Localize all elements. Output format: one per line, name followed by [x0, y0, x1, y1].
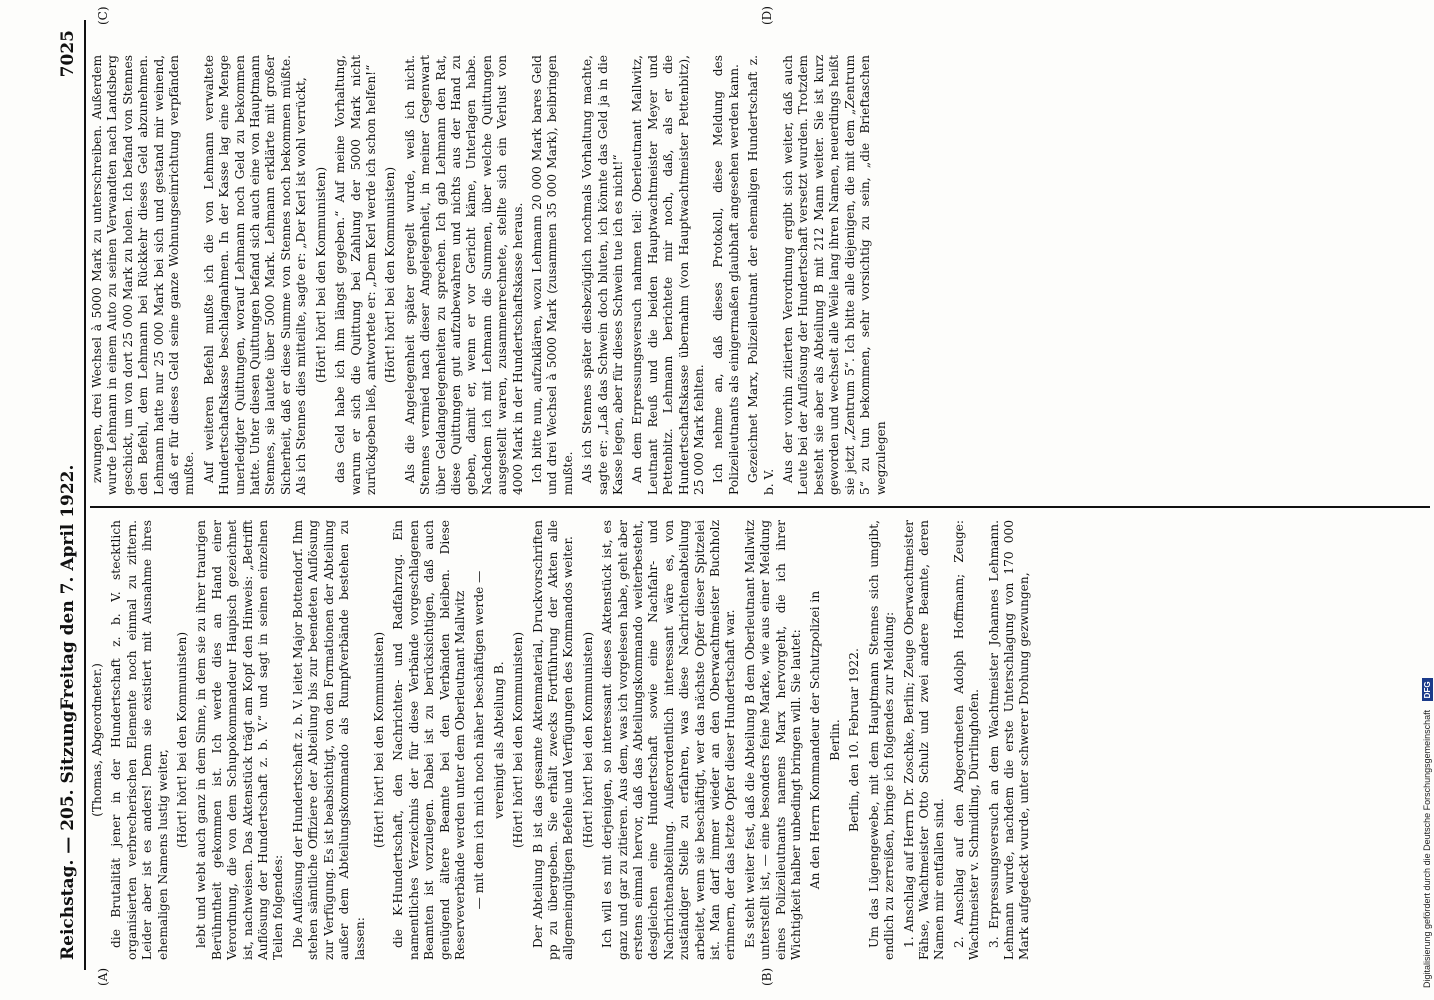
left-paragraph: Berlin, den 10. Februar 1922. — [847, 648, 862, 832]
right-paragraph: Auf weiteren Befehl mußte ich die von Lehmann verwaltete Hundertschaftskasse beschlagnahmen. In der Kasse lag eine Menge unerledigter Quittungen, worauf Lehmann noch Geld zu bekommen hatte. Unter diesen Quittungen befand sich auch eine von Hauptmann Stennes, sie lautete über 5000 Mark. Lehmann erklärte mit großer Sicherheit, daß er diese Summe von Stennes noch bekommen müßte. Als ich Stennes dies mitteilte, sagte er: „Der Kerl ist wohl verrückt, — [201, 55, 309, 495]
left-paragraph: An den Herrn Kommandeur der Schutzpolizei in — [808, 590, 823, 890]
right-column — [90, 55, 893, 495]
left-paragraph: (Hört! hört! bei den Kommunisten) — [175, 631, 190, 849]
margin-marker-c: (C) — [96, 6, 110, 25]
left-paragraph: vereinigt als Abteilung B. — [491, 661, 506, 819]
left-paragraph: lebt und webt auch ganz in dem Sinne, in dem sie zu ihrer traurigen Berühmtheit gekommen ist. Ich werde dies an Hand einer Verordnung, die von dem Schupokommandeur Haupisch gezeichnet ist, nachweisen. Das Aktenstück trägt am Kopf den Hinweis: „Betrifft Auflösung der Hundertschaft z. b. V.“ und sagt in seinen einzelnen Teilen folgendes: — [194, 520, 286, 960]
left-paragraph: die Brutalität jener in der Hundertschaft z. b. V. stecktlich organisierten verbrecherischen Elemente noch einmal zu zittern. Leider aber ist es anders! Denn sie existiert mit Ausnahme ihres ehemaligen Namens lustig weiter, — [109, 520, 170, 960]
left-paragraph: — mit dem ich mich noch näher beschäftigen werde — — [472, 570, 487, 910]
right-paragraph: zwungen, drei Wechsel à 5000 Mark zu unterschreiben. Außerdem wurde Lehmann in einem Auto zu seinen Verwandten nach Landsberg geschickt, um von dort 25 000 Mark zu holen. Ich befand von Stennes den Befehl, dem Lehmann bei Rückkehr dieses Geld abzunehmen. Lehmann hatte nur 25 000 Mark bei sich und gestand mir weinend, daß er für dieses Geld seine ganze Wohnungseinrichtung verpfänden mußte. — [90, 55, 197, 495]
margin-marker-a: (A) — [96, 967, 110, 986]
header-session: Reichstag. — 205. Sitzung. — [58, 704, 78, 960]
right-paragraph: Aus der vorhin zitierten Verordnung ergibt sich weiter, daß auch Leute bei der Auflösung der Hundertschaft versetzt wurden. Trotzdem besteht sie aber als Abteilung B mit 212 Mann weiter. Sie ist kurz geworden und wechselt alle Weile lang ihren Namen, neuerdings heißt sie jetzt „Zentrum 5“. Ich bitte alle diejenigen, die mit dem „Zentrum 5“ zu tun bekommen, sehr vorsichtig zu sein, „die Brieftaschen wegzulegen — [781, 55, 888, 495]
right-paragraph: Ich bitte nun, aufzuklären, wozu Lehmann 20 000 Mark bares Geld und drei Wechsel à 5000 Mark (zusammen 35 000 Mark), beibringen mußte. — [529, 55, 575, 495]
header-rule — [84, 20, 86, 970]
page-number: 7025 — [58, 30, 78, 78]
left-paragraph: 3. Erpressungsversuch an dem Wachtmeister Johannes Lehmann. Lehmann wurde, nachdem die erste Unterschlagung von 170 000 Mark aufgedeckt wurde, unter schwerer Drohung gezwungen, — [986, 520, 1032, 960]
margin-marker-b: (B) — [760, 967, 774, 986]
margin-marker-d: (D) — [760, 6, 774, 25]
right-paragraph: (Hört! hört! bei den Kommunisten) — [313, 166, 328, 384]
right-paragraph: Ich nehme an, daß dieses Protokoll, diese Meldung des Polizeileutnants als einigermaßen glaubhaft angesehen werden kann. — [711, 55, 741, 495]
right-paragraph: (Hört! hört! bei den Kommunisten) — [383, 166, 398, 384]
right-paragraph: Als ich Stennes später diesbezüglich nochmals Vorhaltung machte, sagte er: „Laß das Schwein doch bluten, ich könnte das Geld ja in die Kasse legen, aber für dieses Schwein tue ich es nicht!“ — [580, 55, 625, 495]
header-date: Freitag den 7. April 1922. — [58, 464, 78, 710]
left-paragraph: Ich will es mit derjenigen, so interessant dieses Aktenstück ist, es ganz und gar zu zitieren. Aus dem, was ich vorgelesen habe, geht aber erstens einmal hervor, daß das Abteilungskommando weiterbesteht, desgleichen eine Hundertschaft sowie eine Nachfahr- und Nachrichtenabteilung. Außerordentlich interessant wäre es, von zuständiger Stelle zu erfahren, was diese Nachrichtenabteilung arbeitet, wenn sie beschäftigt, wer das nächste Opfer dieser Spitzelei ist. Man darf immer wieder an den Oberwachtmeister Buchholz erinnern, der das letzte Opfer dieser Hundertschaft war. — [600, 520, 738, 960]
right-paragraph: Gezeichnet Marx, Polizeileutnant der ehemaligen Hundertschaft z. b. V. — [746, 55, 776, 495]
left-paragraph: (Hört! hört! bei den Kommunisten) — [511, 631, 526, 849]
left-paragraph: Berlin. — [827, 719, 842, 761]
page-header — [58, 30, 84, 960]
credit-text: Digitalisierung gefördert durch die Deutsche Forschungsgemeinschaft — [1422, 709, 1432, 988]
left-paragraph: (Thomas, Abgeordneter.) — [90, 663, 104, 817]
left-paragraph: Die Auflösung der Hundertschaft z. b. V. leitet Major Bottendorf. Ihm stehen sämtliche Offiziere der Abteilung bis zur beendeten Auflösung zur Verfügung. Es ist beabsichtigt, von den Formationen der Abteilung außer dem Abteilungskommando als Rumpfverbände bestehen zu lassen: — [290, 520, 367, 960]
left-paragraph: Der Abteilung B ist das gesamte Aktenmaterial, Druckvorschriften pp zu übergeben. Sie erhält zwecks Fortführung der Akten alle allgemeingültigen Befehle und Verfügungen des Kommandos weiter. — [530, 520, 576, 960]
left-paragraph: (Hört! hört! bei den Kommunisten) — [371, 631, 386, 849]
left-column — [90, 520, 1037, 960]
right-paragraph: Als die Angelegenheit später geregelt wurde, weiß ich nicht. Stennes vermied nach dieser Angelegenheit, in meiner Gegenwart über Geldangelegenheiten zu sprechen. Ich gab Lehmann den Rat, diese Quittungen gut aufzubewahren und nichts aus der Hand zu geben, damit er, wenn er vor Gericht käme, Unterlagen habe. Nachdem ich mit Lehmann die Summen, über welche Quittungen ausgestellt waren, zusammenrechnete, stellte sich ein Verlust von 4000 Mark in der Hundertschaftskasse heraus. — [402, 55, 525, 495]
left-paragraph: 1. Anschlag auf Herrn Dr. Zoschke, Berlin; Zeuge Oberwachtmeister Fähse, Wachtmeister Otto Schulz und zwei andere Beamte, deren Namen mir entfallen sind. — [901, 520, 947, 960]
digitization-credit — [1420, 0, 1434, 1000]
left-paragraph: Um das Lügengewebe, mit dem Hauptmann Stennes sich umgibt, endlich zu zerreißen, bringe ich folgendes zur Meldung: — [866, 520, 897, 960]
left-paragraph: 2. Anschlag auf den Abgeordneten Adolph Hoffmann; Zeuge: Wachtmeister v. Schmidling, Dürrlinghofen. — [951, 520, 982, 960]
right-paragraph: An dem Erpressungsversuch nahmen teil: Oberleutnant Mallwitz, Leutnant Reuß und die beiden Hauptwachtmeister Meyer und Pettenbitz. Lehmann berichtete mir noch, daß, als er die Hundertschaftskasse übernahm (von Hauptwachtmeister Pettenbitz), 25 000 Mark fehlten. — [630, 55, 707, 495]
column-rule — [90, 506, 1430, 508]
left-paragraph: (Hört! hört! bei den Kommunisten) — [580, 631, 595, 849]
left-paragraph: Es steht weiter fest, daß die Abteilung B dem Oberleutnant Mallwitz unterstellt ist, — eine besonders feine Marke, wie aus einer Meldung eines Polizeileutnants namens Marx hervorgeht, die ich ihrer Wichtigkeit halber unbedingt bringen will. Sie lautet: — [742, 520, 804, 960]
right-paragraph: das Geld habe ich ihm längst gegeben.“ Auf meine Vorhaltung, warum er sich die Quittung bei Zahlung der 5000 Mark nicht zurückgeben ließ, antwortete er: „Dem Kerl werde ich schon helfen!“ — [333, 55, 378, 495]
dfg-logo: DFG — [1422, 678, 1433, 701]
left-paragraph: die K-Hundertschaft, den Nachrichten- und Radfahrzug. Ein namentliches Verzeichnis der für diese Verbände vorgeschlagenen Beamten ist vorzulegen. Dabei ist zu berücksichtigen, daß auch genügend ältere Beamte bei den Verbänden bleiben. Diese Reserveverbände werden unter dem Oberleutnant Mallwitz — [391, 520, 467, 960]
